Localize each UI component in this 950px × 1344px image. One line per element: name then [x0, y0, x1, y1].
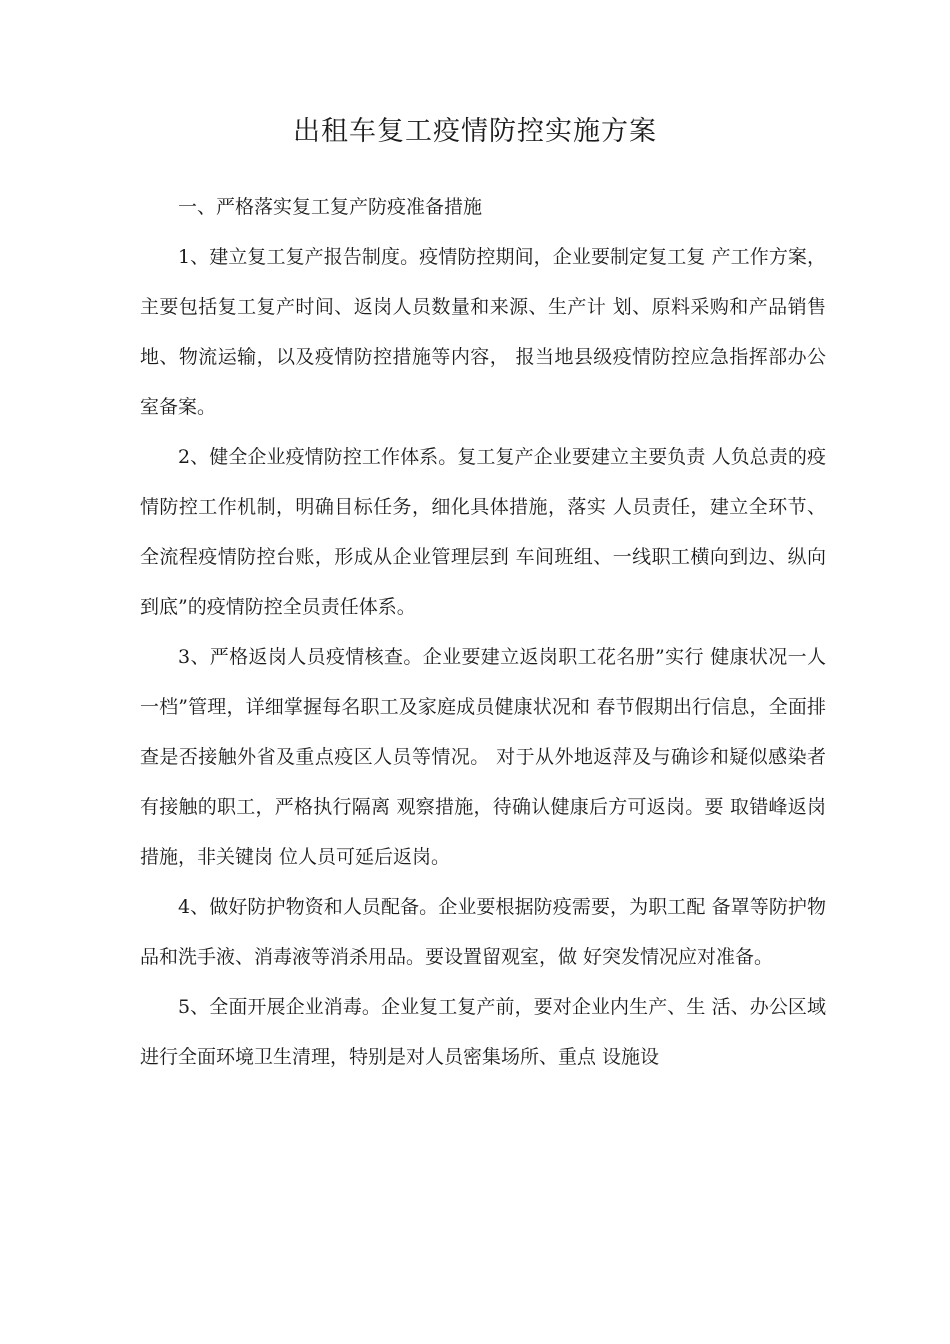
document-title: 出租车复工疫情防控实施方案 [293, 116, 657, 147]
paragraph-4: 4、做好防护物资和人员配备。企业要根据防疫需要，为职工配 备罩等防护物品和洗手液、消毒液等消杀用品。要设置留观室，做 好突发情况应对准备。 [140, 896, 826, 968]
paragraph-1: 1、建立复工复产报告制度。疫情防控期间，企业要制定复工复 产工作方案，主要包括复工复产时间、返岗人员数量和来源、生产计 划、原料采购和产品销售地、物流运输，以及疫情防控措施等内容， 报当地县级疫情防控应急指挥部办公室备案。 [140, 246, 826, 418]
paragraph-5: 5、全面开展企业消毒。企业复工复产前，要对企业内生产、生 活、办公区域进行全面环境卫生清理，特别是对人员密集场所、重点 设施设 [140, 996, 826, 1068]
paragraph-2: 2、健全企业疫情防控工作体系。复工复产企业要建立主要负责 人负总责的疫情防控工作机制，明确目标任务，细化具体措施，落实 人员责任，建立全环节、全流程疫情防控台账，形成从企业管理层到 车间班组、一线职工横向到边、纵向到底”的疫情防控全员责任体系。 [140, 446, 826, 618]
document-body [140, 182, 826, 1082]
section-heading: 一、严格落实复工复产防疫准备措施 [178, 196, 483, 218]
paragraph-3: 3、严格返岗人员疫情核查。企业要建立返岗职工花名册”实行 健康状况一人一档”管理，详细掌握每名职工及家庭成员健康状况和 春节假期出行信息，全面排查是否接触外省及重点疫区人员等情况。 对于从外地返萍及与确诊和疑似感染者有接触的职工，严格执行隔离 观察措施，待确认健康后方可返岗。要 取错峰返岗措施，非关键岗 位人员可延后返岗。 [140, 646, 826, 868]
